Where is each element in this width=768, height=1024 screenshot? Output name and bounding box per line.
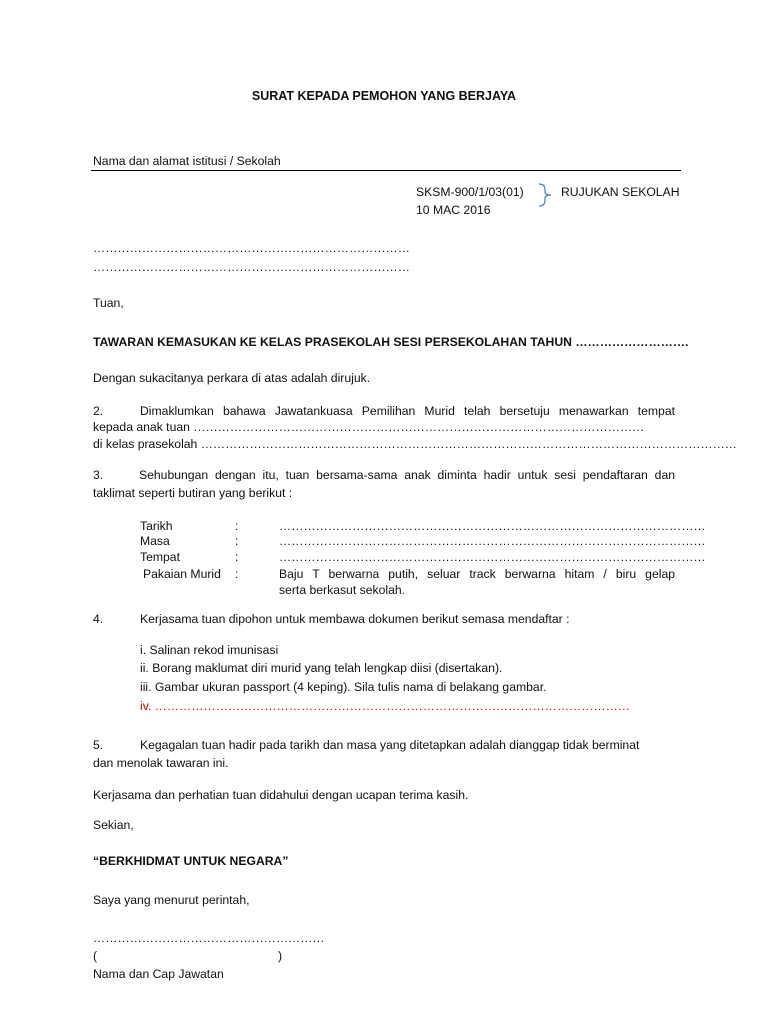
detail-value-pakaian: Baju T berwarna putih, seluar track berwarna hitam / biru gelap <box>279 567 675 581</box>
salutation: Tuan, <box>93 296 124 310</box>
paragraph-5-line-1: Kegagalan tuan hadir pada tarikh dan masa yang ditetapkan adalah dianggap tidak berminat <box>140 738 640 752</box>
institution-label: Nama dan alamat istitusi / Sekolah <box>93 154 281 168</box>
detail-colon-pakaian: : <box>235 567 239 581</box>
paragraph-4-number: 4. <box>93 612 104 626</box>
curly-brace-icon <box>537 182 557 208</box>
paren-close: ) <box>278 949 283 963</box>
detail-label-tempat: Tempat <box>140 550 180 564</box>
detail-value-pakaian-2: serta berkasut sekolah. <box>279 583 406 597</box>
closing-text: Kerjasama dan perhatian tuan didahului dengan ucapan terima kasih. <box>93 788 469 802</box>
paragraph-3-line-2: taklimat seperti butiran yang berikut : <box>93 486 293 500</box>
paragraph-5-number: 5. <box>93 738 104 752</box>
header-divider <box>91 170 681 171</box>
signature-label: Nama dan Cap Jawatan <box>93 967 224 981</box>
signature-line: ………………………………………………… <box>93 931 325 945</box>
subject-line: TAWARAN KEMASUKAN KE KELAS PRASEKOLAH SESI PERSEKOLAHAN TAHUN ………………………. <box>93 335 689 349</box>
address-line-2: …………………………………………………………………… <box>93 260 410 274</box>
document-item-2: ii. Borang maklumat diri murid yang telah lengkap diisi (disertakan). <box>140 661 503 675</box>
detail-colon-tempat: : <box>235 550 239 564</box>
detail-label-pakaian: Pakaian Murid <box>143 567 221 581</box>
detail-label-masa: Masa <box>140 534 170 548</box>
motto: “BERKHIDMAT UNTUK NEGARA” <box>93 854 289 868</box>
paragraph-2-number: 2. <box>93 404 104 418</box>
document-item-4: iv. ……………………………………………………………………………………………………… <box>140 699 630 713</box>
detail-label-tarikh: Tarikh <box>140 519 173 533</box>
paragraph-3-number: 3. <box>93 468 104 482</box>
detail-colon-tarikh: : <box>235 519 239 533</box>
paragraph-2-line-2: kepada anak tuan ………………………………………………………………………………………………… <box>93 420 645 434</box>
paren-open: ( <box>93 949 98 963</box>
document-item-1: i. Salinan rekod imunisasi <box>140 643 279 657</box>
paragraph-1: Dengan sukacitanya perkara di atas adalah dirujuk. <box>93 371 371 385</box>
detail-value-tarikh: …………………………………………………………………………………………… <box>279 519 706 533</box>
document-item-3: iii. Gambar ukuran passport (4 keping). Sila tulis nama di belakang gambar. <box>140 680 547 694</box>
paragraph-3-line-1: Sehubungan dengan itu, tuan bersama-sama anak diminta hadir untuk sesi pendaftaran dan <box>139 468 675 482</box>
reference-annotation: RUJUKAN SEKOLAH <box>561 185 680 199</box>
detail-colon-masa: : <box>235 534 239 548</box>
sekian: Sekian, <box>93 818 134 832</box>
address-line-1: …………………………………………………………………… <box>93 241 410 255</box>
paragraph-2-line-1: Dimaklumkan bahawa Jawatankuasa Pemilihan Murid telah bersetuju menawarkan tempat <box>140 404 675 418</box>
paragraph-4-text: Kerjasama tuan dipohon untuk membawa dokumen berikut semasa mendaftar : <box>140 612 570 626</box>
letter-title: SURAT KEPADA PEMOHON YANG BERJAYA <box>251 89 517 103</box>
reference-number: SKSM-900/1/03(01) <box>416 185 524 199</box>
paragraph-5-line-2: dan menolak tawaran ini. <box>93 756 229 770</box>
detail-value-tempat: …………………………………………………………………………………………… <box>279 550 706 564</box>
detail-value-masa: …………………………………………………………………………………………… <box>279 534 706 548</box>
paragraph-2-line-3: di kelas prasekolah …………………………………………………………………………………………………………………… <box>93 437 737 451</box>
reference-date: 10 MAC 2016 <box>416 203 491 217</box>
order-text: Saya yang menurut perintah, <box>93 893 250 907</box>
